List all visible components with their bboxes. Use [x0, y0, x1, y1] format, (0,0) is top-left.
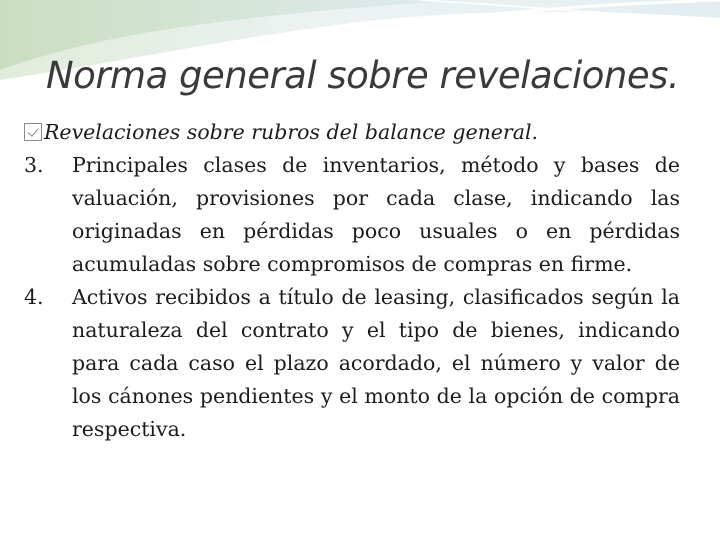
page-title: Norma general sobre revelaciones.	[46, 54, 680, 97]
subheading-text: Revelaciones sobre rubros del balance general.	[44, 120, 539, 144]
item-number: 3.	[24, 153, 44, 177]
slide-content	[24, 116, 680, 446]
list-item	[24, 149, 680, 281]
list-item	[24, 281, 680, 446]
item-number: 4.	[24, 285, 44, 309]
section-subheading	[24, 116, 680, 149]
item-text: Principales clases de inventarios, método y bases de valuación, provisiones por cada clase, indicando las originadas en pérdidas poco usuales o en pérdidas acumuladas sobre compromisos de compras en firme.	[72, 153, 680, 276]
checkbox-bullet-icon	[24, 123, 42, 141]
item-text: Activos recibidos a título de leasing, clasificados según la naturaleza del contrato y el tipo de bienes, indicando para cada caso el plazo acordado, el número y valor de los cánones pendientes y el monto de la opción de compra respectiva.	[72, 285, 680, 441]
